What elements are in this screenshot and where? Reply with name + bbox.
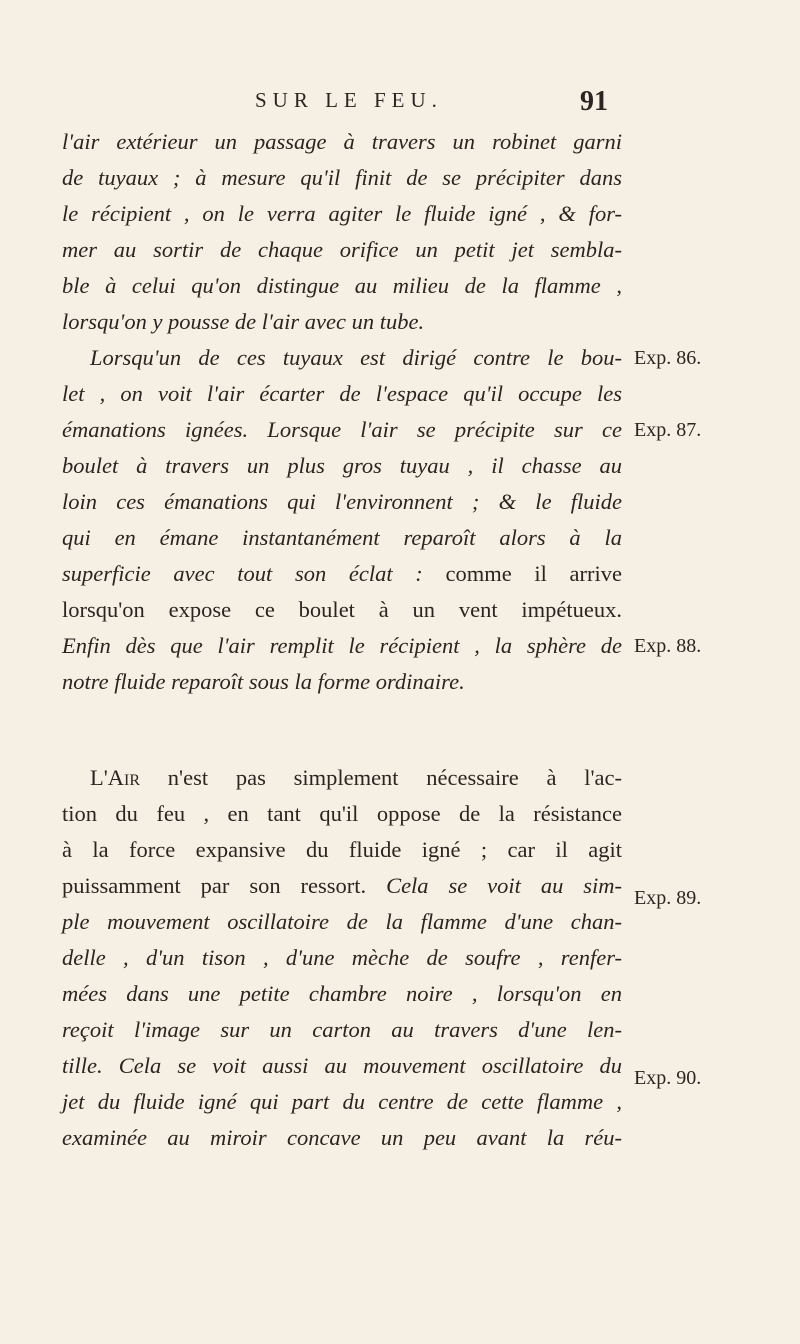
margin-note: Exp. 90. bbox=[634, 1067, 702, 1089]
text-line: émanations ignées. Lorsque l'air se précipite sur ce bbox=[62, 417, 622, 442]
margin-note: Exp. 89. bbox=[634, 887, 702, 909]
running-head: SUR LE FEU. bbox=[255, 88, 443, 112]
text-line: lorsqu'on expose ce boulet à un vent impétueux. bbox=[62, 597, 622, 622]
text-line: Lorsqu'un de ces tuyaux est dirigé contre le bou- bbox=[90, 345, 622, 370]
text-line: le récipient , on le verra agiter le fluide igné , & for- bbox=[62, 201, 622, 226]
text-line: delle , d'un tison , d'une mèche de soufre , renfer- bbox=[62, 945, 622, 970]
page-header bbox=[0, 88, 800, 118]
text-line: mer au sortir de chaque orifice un petit jet sembla- bbox=[62, 237, 622, 262]
italic-run: superficie avec tout son éclat : bbox=[62, 561, 423, 586]
small-caps-run: L'Air bbox=[90, 765, 141, 790]
text-line: ple mouvement oscillatoire de la flamme d'une chan- bbox=[62, 909, 622, 934]
text-line: à la force expansive du fluide igné ; car il agit bbox=[62, 837, 622, 862]
text-line: reçoit l'image sur un carton au travers d'une len- bbox=[62, 1017, 622, 1042]
roman-run: puissamment par son ressort. bbox=[62, 873, 367, 898]
text-line: notre fluide reparoît sous la forme ordinaire. bbox=[62, 669, 465, 694]
page-number: 91 bbox=[580, 86, 608, 117]
margin-note: Exp. 86. bbox=[634, 347, 702, 369]
text-line: loin ces émanations qui l'environnent ; & le fluide bbox=[62, 489, 622, 514]
text-line bbox=[62, 556, 622, 592]
roman-run: comme il arrive bbox=[445, 561, 622, 586]
text-line bbox=[62, 868, 622, 904]
text-line: Enfin dès que l'air remplit le récipient , la sphère de bbox=[62, 633, 622, 658]
text-line: de tuyaux ; à mesure qu'il finit de se précipiter dans bbox=[62, 165, 622, 190]
margin-note: Exp. 88. bbox=[634, 635, 702, 657]
text-line: tille. Cela se voit aussi au mouvement oscillatoire du bbox=[62, 1053, 622, 1078]
text-line: examinée au miroir concave un peu avant la réu- bbox=[62, 1125, 622, 1150]
text-line: l'air extérieur un passage à travers un robinet garni bbox=[62, 129, 622, 154]
body-text bbox=[62, 124, 622, 1156]
text-line: let , on voit l'air écarter de l'espace qu'il occupe les bbox=[62, 381, 622, 406]
text-line: ble à celui qu'on distingue au milieu de la flamme , bbox=[62, 273, 622, 298]
text-line: mées dans une petite chambre noire , lorsqu'on en bbox=[62, 981, 622, 1006]
text-line: qui en émane instantanément reparoît alors à la bbox=[62, 525, 622, 550]
margin-note: Exp. 87. bbox=[634, 419, 702, 441]
text-line bbox=[62, 760, 622, 796]
text-line: jet du fluide igné qui part du centre de cette flamme , bbox=[62, 1089, 622, 1114]
roman-run: n'est pas simplement nécessaire à l'ac- bbox=[167, 765, 622, 790]
italic-run: Cela se voit au sim- bbox=[386, 873, 622, 898]
text-line: boulet à travers un plus gros tuyau , il chasse au bbox=[62, 453, 622, 478]
text-line: lorsqu'on y pousse de l'air avec un tube. bbox=[62, 309, 425, 334]
text-line: tion du feu , en tant qu'il oppose de la résistance bbox=[62, 801, 622, 826]
